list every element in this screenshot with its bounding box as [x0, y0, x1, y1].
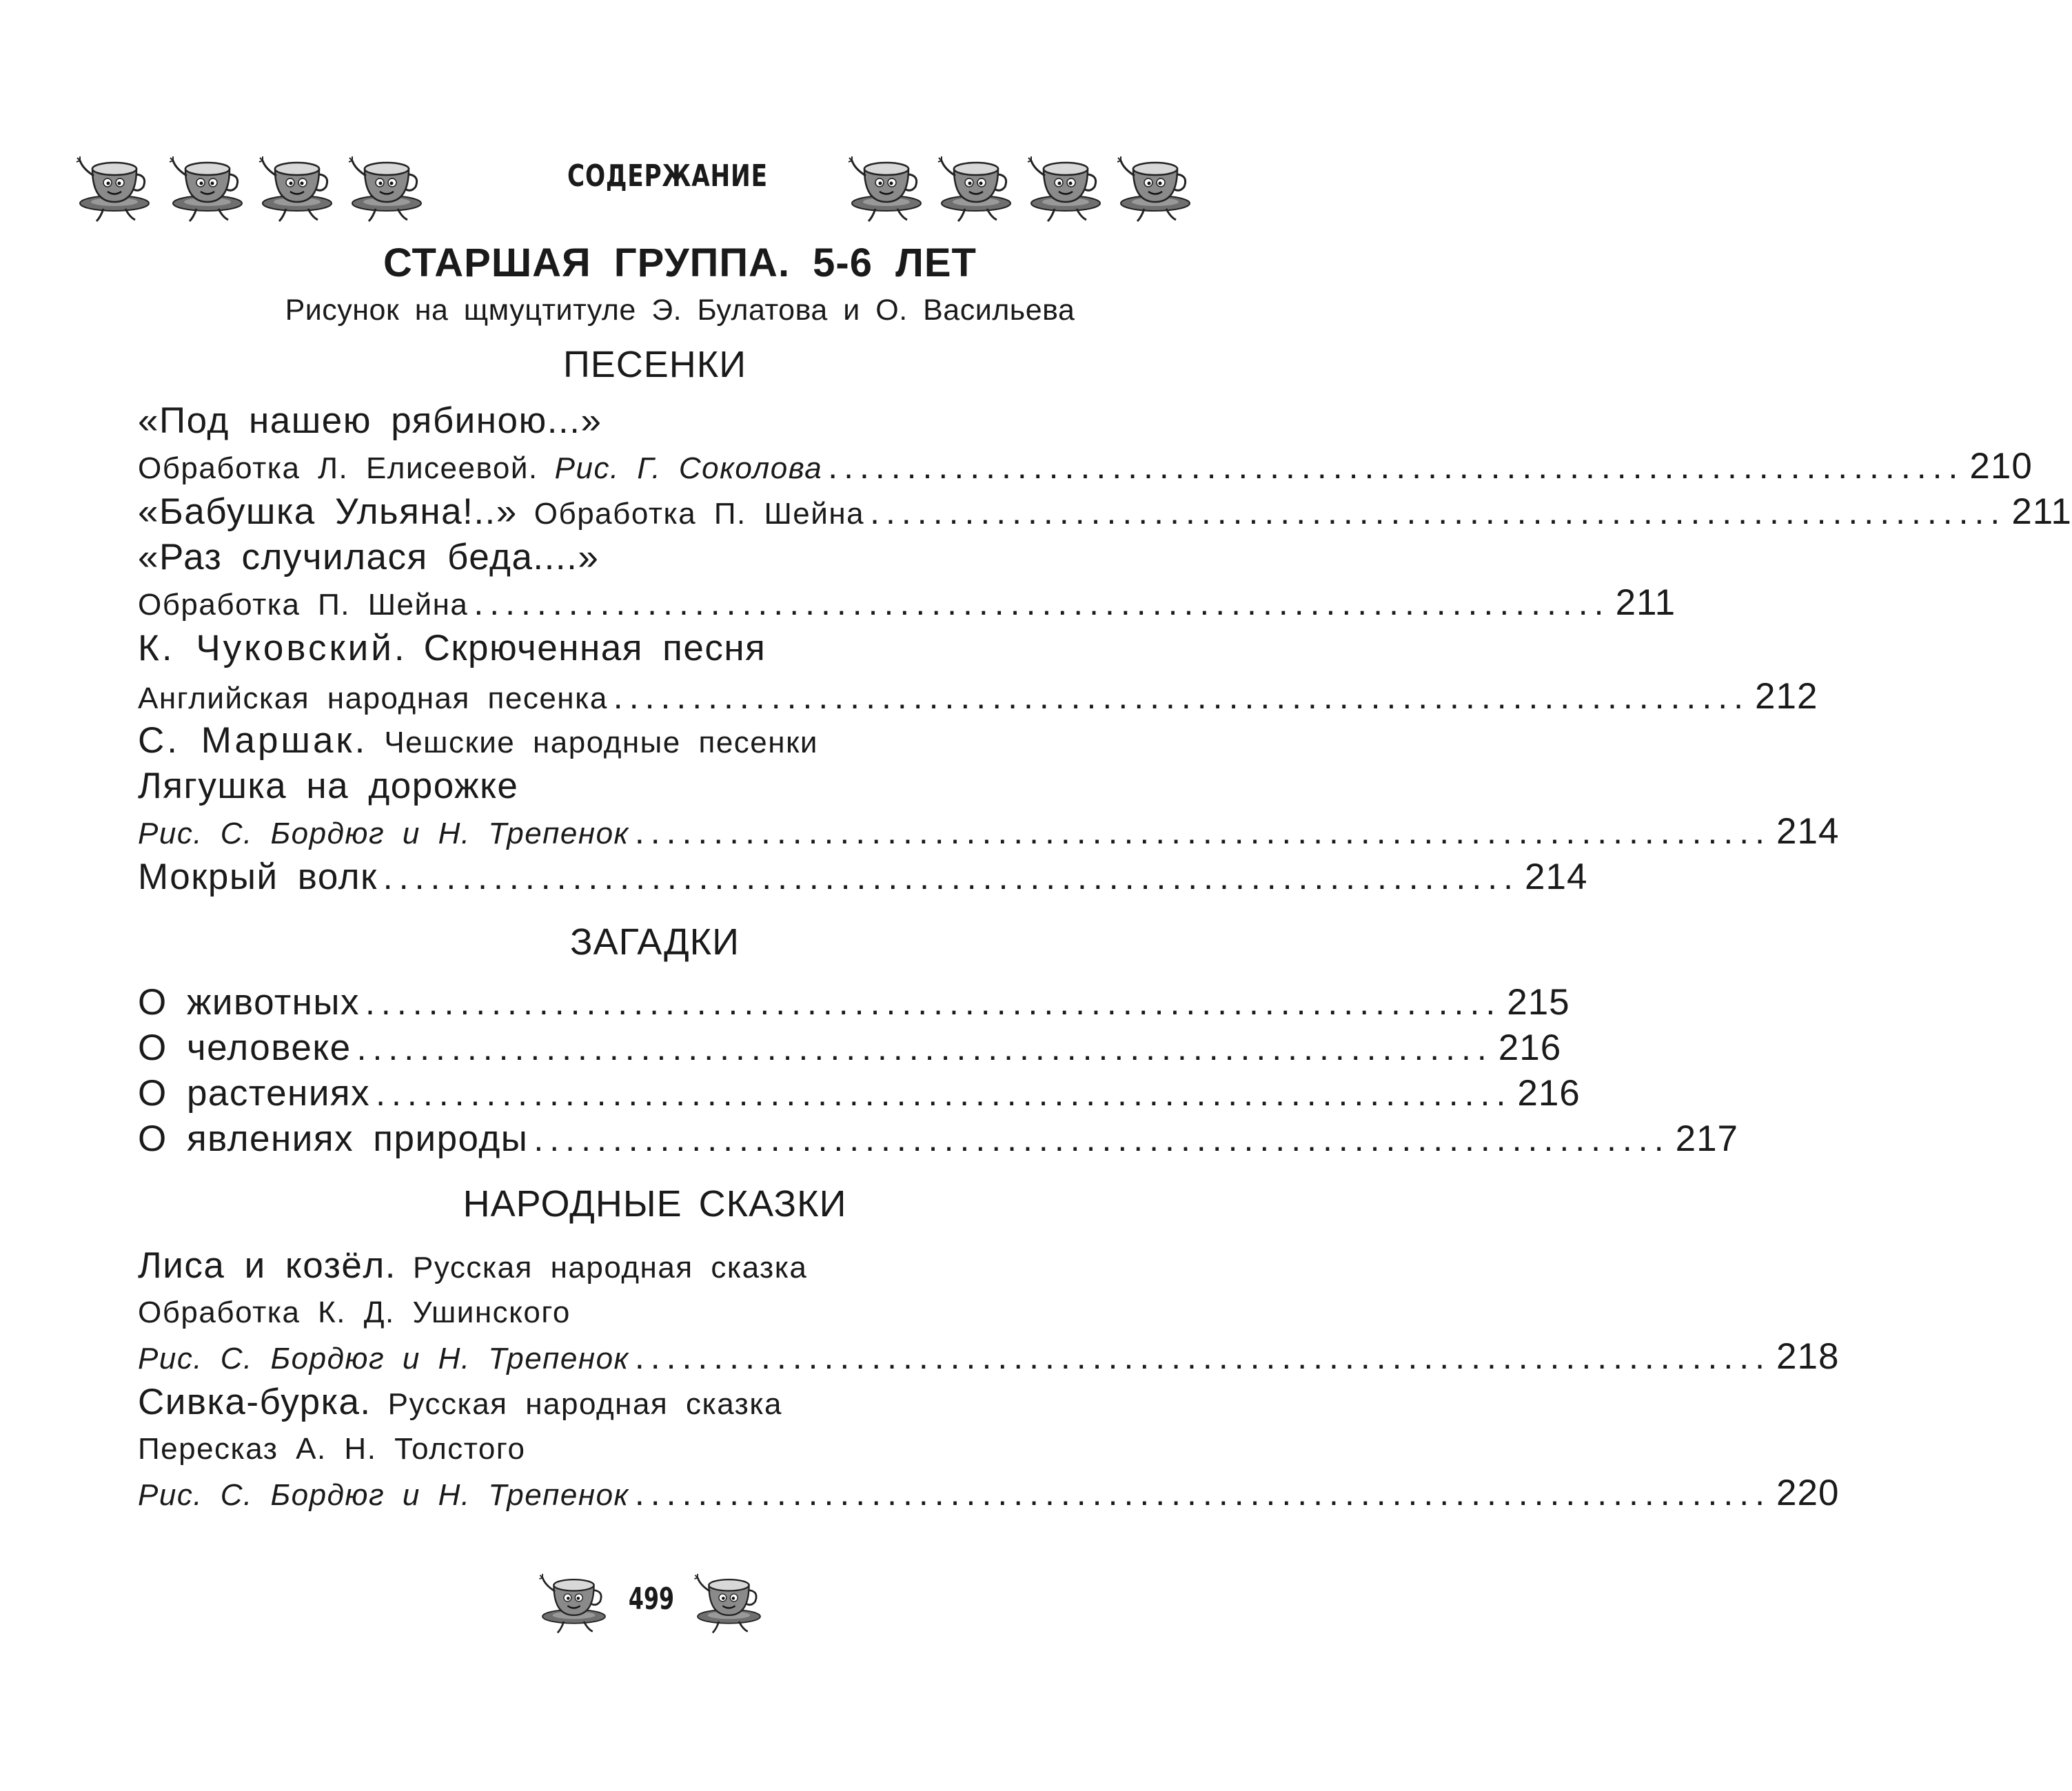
toc-entry-title: О явлениях природы	[138, 1118, 529, 1159]
toc-entry-title: «Раз случилася беда....»	[138, 537, 600, 577]
dot-leader: ........................................................................	[634, 1474, 1771, 1513]
toc-entry-title: «Бабушка Ульяна!..»	[138, 491, 518, 532]
toc-entry-title: О человеке	[138, 1027, 352, 1068]
toc-entry-credit: Рис. С. Бордюг и Н. Трепенок	[138, 817, 629, 850]
toc-entry[interactable]	[138, 1072, 1581, 1114]
dot-leader: ........................................................................	[613, 677, 1749, 716]
toc-entry[interactable]	[138, 1027, 1562, 1069]
page-number: 499	[628, 1582, 675, 1617]
toc-entry[interactable]	[138, 981, 1570, 1023]
toc-page-number: 216	[1517, 1073, 1581, 1114]
illustration-credit: Рисунок на щмуцтитуле Э. Булатова и О. Васильева	[285, 294, 1075, 327]
dot-leader: ........................................................................	[376, 1074, 1512, 1113]
dancing-teacup-icon	[348, 148, 425, 224]
toc-entry-title: Пересказ А. Н. Толстого	[138, 1432, 526, 1466]
dot-leader: ........................................................................	[634, 1338, 1771, 1376]
dot-leader: ........................................................................	[870, 493, 2007, 531]
dancing-teacup-icon	[169, 148, 246, 224]
dancing-teacup-icon	[693, 1566, 765, 1635]
toc-entry[interactable]	[138, 627, 1158, 669]
toc-page-number: 212	[1755, 676, 1818, 717]
toc-entry-credit: Рис. С. Бордюг и Н. Трепенок	[138, 1342, 629, 1375]
running-title: СОДЕРЖАНИЕ	[567, 158, 768, 194]
toc-entry[interactable]	[138, 582, 1676, 624]
toc-entry-title: О растениях	[138, 1073, 371, 1114]
toc-entry[interactable]	[138, 719, 1158, 761]
dancing-teacup-icon	[258, 148, 336, 224]
toc-entry[interactable]	[138, 1472, 1840, 1514]
toc-page-number: 211	[2011, 491, 2072, 532]
dot-leader: ........................................................................	[356, 1029, 1493, 1067]
dot-leader: ........................................................................	[365, 983, 1502, 1022]
toc-page-number: 214	[1525, 857, 1588, 897]
toc-entry-subtitle: Русская народная сказка	[413, 1251, 808, 1285]
toc-page-number: 220	[1776, 1473, 1840, 1513]
dancing-teacup-icon	[76, 148, 153, 224]
toc-entry-title: Лиса и козёл.	[138, 1245, 397, 1286]
page-footer	[538, 1561, 765, 1644]
toc-entry-title: Чешские народные песенки	[384, 726, 818, 759]
toc-entry-author: С. Маршак.	[138, 720, 368, 761]
toc-entry-author: К. Чуковский.	[138, 628, 407, 668]
dot-leader: ........................................................................	[828, 447, 1964, 486]
dancing-teacup-icon	[937, 148, 1015, 224]
toc-entry-title: Сивка-бурка.	[138, 1382, 372, 1422]
toc-page-number: 210	[1969, 446, 2033, 487]
toc-entry[interactable]	[138, 1432, 1158, 1466]
toc-entry[interactable]	[138, 856, 1588, 898]
toc-page-number: 214	[1776, 811, 1840, 852]
toc-entry-title: Обработка П. Шейна	[138, 588, 469, 622]
toc-entry[interactable]	[138, 1381, 1158, 1423]
dot-leader: ........................................................................	[383, 858, 1519, 897]
dot-leader: ........................................................................	[474, 584, 1610, 622]
toc-entry-title: «Под нашею рябиною...»	[138, 400, 602, 441]
toc-page-number: 215	[1507, 982, 1570, 1023]
toc-entry[interactable]	[138, 445, 2033, 487]
toc-entry-title: Английская народная песенка	[138, 682, 608, 715]
toc-entry[interactable]	[138, 400, 1158, 442]
toc-entry[interactable]	[138, 1296, 1158, 1330]
dancing-teacup-icon	[538, 1566, 610, 1635]
dancing-teacup-icon	[1027, 148, 1104, 224]
toc-entry[interactable]	[138, 491, 2072, 533]
section-title-songs: ПЕСЕНКИ	[562, 344, 747, 385]
toc-entry-credit: Обработка П. Шейна	[534, 497, 865, 531]
dot-leader: ........................................................................	[634, 812, 1771, 851]
dancing-teacup-icon	[848, 148, 925, 224]
toc-entry-title: Обработка Л. Елисеевой.	[138, 451, 538, 485]
dot-leader: ........................................................................	[534, 1120, 1670, 1158]
toc-page-number: 217	[1675, 1118, 1739, 1159]
section-title-folk-tales: НАРОДНЫЕ СКАЗКИ	[463, 1183, 847, 1225]
toc-entry-title: Лягушка на дорожке	[138, 766, 519, 806]
dancing-teacup-icon	[1117, 148, 1194, 224]
toc-entry[interactable]	[138, 765, 1158, 807]
toc-entry-subtitle: Русская народная сказка	[387, 1387, 783, 1421]
toc-entry-title: О животных	[138, 982, 360, 1023]
toc-entry[interactable]	[138, 675, 1818, 717]
toc-page-number: 216	[1498, 1027, 1562, 1068]
toc-page-number: 211	[1615, 582, 1676, 623]
section-title-riddles: ЗАГАДКИ	[570, 921, 740, 963]
toc-entry-title: Скрюченная песня	[423, 628, 766, 668]
toc-page-number: 218	[1776, 1336, 1840, 1377]
toc-entry[interactable]	[138, 1245, 1158, 1287]
toc-entry[interactable]	[138, 1118, 1739, 1160]
group-title: СТАРШАЯ ГРУППА. 5-6 ЛЕТ	[383, 240, 977, 285]
toc-entry[interactable]	[138, 810, 1840, 852]
toc-entry-credit: Рис. Г. Соколова	[554, 451, 823, 485]
toc-entry[interactable]	[138, 536, 1158, 578]
toc-entry-title: Мокрый волк	[138, 857, 378, 897]
toc-entry-credit: Рис. С. Бордюг и Н. Трепенок	[138, 1478, 629, 1512]
toc-entry[interactable]	[138, 1335, 1840, 1378]
toc-entry-title: Обработка К. Д. Ушинского	[138, 1296, 571, 1329]
